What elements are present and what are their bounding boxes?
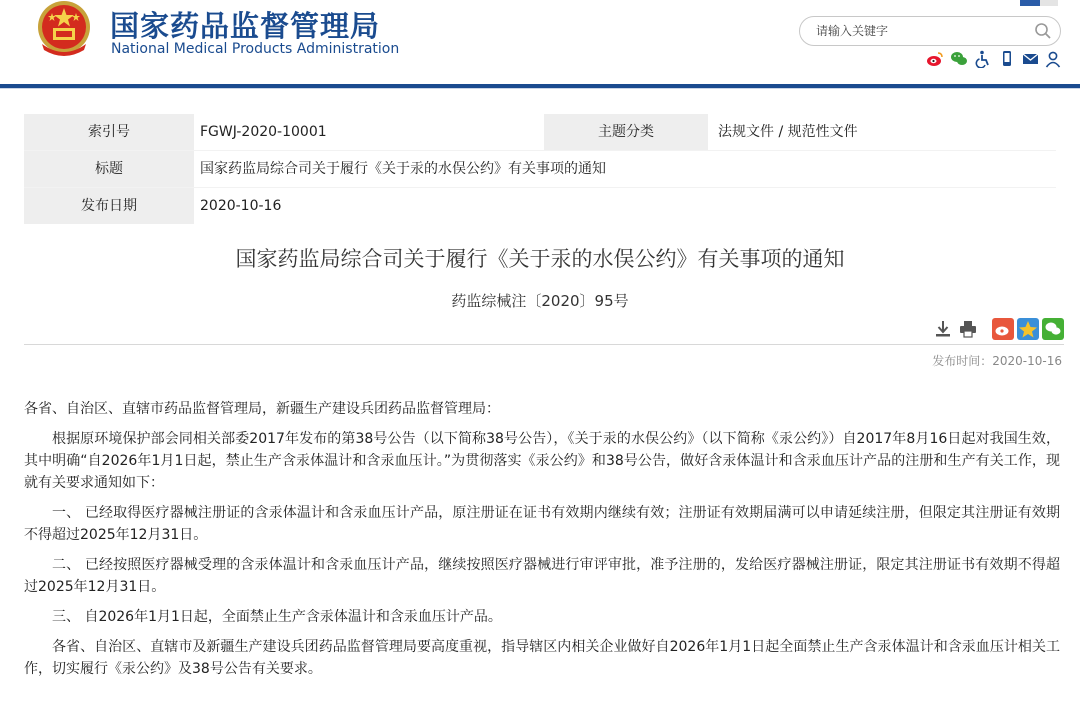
weibo-icon[interactable] [926,50,944,68]
top-bar-accent [1020,0,1040,6]
share-weibo-icon[interactable] [992,318,1014,344]
search-icon[interactable] [1034,22,1052,40]
document-body [24,398,1060,680]
date-value: 2020-10-16 [200,198,282,214]
mobile-icon[interactable] [998,50,1016,68]
wechat-icon[interactable] [950,50,968,68]
title-label: 标题 [24,151,194,187]
body-paragraph: 各省、自治区、直辖市药品监督管理局，新疆生产建设兵团药品监督管理局： [24,401,500,417]
date-label: 发布日期 [24,188,194,224]
site-title-cn[interactable]: 国家药品监督管理局 [110,9,381,43]
search-input[interactable] [816,22,1016,40]
document-number: 药监综械注〔2020〕95号 [451,292,629,310]
index-value: FGWJ-2020-10001 [200,124,327,140]
share-wechat-icon[interactable] [1042,318,1064,344]
mail-icon[interactable] [1022,50,1040,68]
user-icon[interactable] [1044,50,1062,68]
body-paragraph: 各省、自治区、直辖市及新疆生产建设兵团药品监督管理局要高度重视，指导辖区内相关企业做好自2026年1月1日起全面禁止生产含汞体温计和含汞血压计相关工作，切实履行《汞公约》及38号公告有关要求。 [24,639,1060,677]
print-icon[interactable] [959,320,977,342]
site-title-en[interactable]: National Medical Products Administration [111,41,400,57]
body-paragraph: 二、 已经按照医疗器械受理的含汞体温计和含汞血压计产品，继续按照医疗器械进行审评审批，准予注册的，发给医疗器械注册证，限定其注册证书有效期不得超过2025年12月31日。 [24,557,1060,595]
category-value: 法规文件 / 规范性文件 [718,124,858,140]
document-title: 国家药监局综合司关于履行《关于汞的水俣公约》有关事项的通知 [235,247,845,271]
body-paragraph: 一、 已经取得医疗器械注册证的含汞体温计和含汞血压计产品，原注册证在证书有效期内继续有效；注册证有效期届满可以申请延续注册，但限定其注册证有效期不得超过2025年12月31日。 [24,505,1060,543]
body-paragraph: 三、 自2026年1月1日起，全面禁止生产含汞体温计和含汞血压计产品。 [52,609,502,625]
search-box[interactable] [799,16,1061,46]
content-divider [24,344,1064,345]
site-header [0,0,1080,84]
national-emblem-icon [34,0,94,58]
top-bar-gray [1040,0,1058,6]
download-icon[interactable] [934,320,952,342]
header-divider-light [0,88,1080,89]
body-paragraph: 根据原环境保护部会同相关部委2017年发布的第38号公告（以下简称38号公告），《关于汞的水俣公约》（以下简称《汞公约》）自2017年8月16日起对我国生效，其中明确“自2026年1月1日起，禁止生产含汞体温计和含汞血压计。”为贯彻落实《汞公约》和38号公告，做好含汞体温计和含汞血压计产品的注册和生产有关工作，现就有关要求通知如下： [24,431,1060,491]
category-label: 主题分类 [544,114,708,150]
share-qzone-icon[interactable] [1017,318,1039,344]
article-toolbar [932,318,1064,340]
title-value: 国家药监局综合司关于履行《关于汞的水俣公约》有关事项的通知 [200,161,606,177]
publish-time: 发布时间：2020-10-16 [932,354,1062,368]
document-info-table [24,114,1056,224]
header-icon-bar [926,50,1056,68]
index-label: 索引号 [24,114,194,150]
accessibility-icon[interactable] [974,50,992,68]
